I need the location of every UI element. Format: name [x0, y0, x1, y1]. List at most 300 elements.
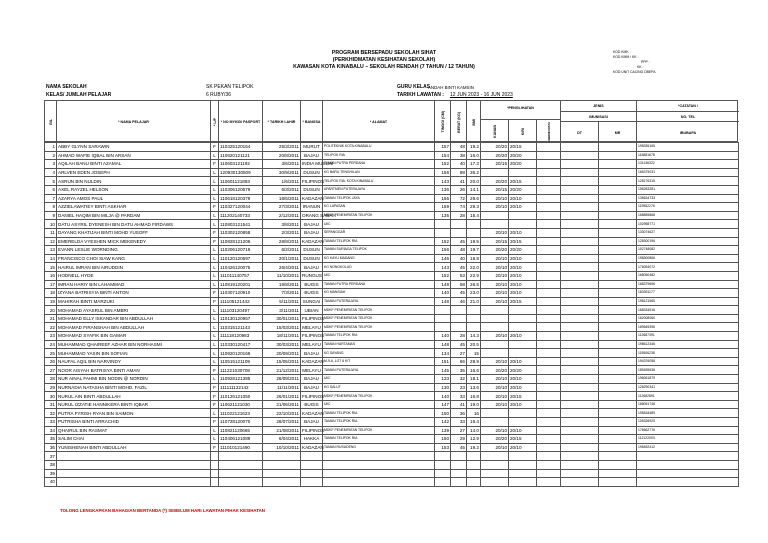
row-mykid: 110426120075: [219, 263, 263, 272]
row-sex: F: [211, 443, 219, 452]
row-name: [57, 469, 211, 478]
row-glasses: [537, 168, 561, 177]
row-dob: 18/11/2011: [263, 332, 301, 341]
row-mykid: 110126121050: [219, 392, 263, 401]
row-weight: 74: [451, 203, 467, 212]
row-race: [301, 460, 323, 469]
row-imm-mr: [599, 237, 637, 246]
row-imm-dt: [561, 469, 599, 478]
row-glasses: [537, 254, 561, 263]
row-tel: 168855868: [637, 211, 739, 220]
row-sex: L: [211, 246, 219, 255]
row-imm-dt: [561, 323, 599, 332]
row-vision-right: [481, 323, 509, 332]
row-vision-left: 20/20: [509, 366, 537, 375]
row-tel: 196061879: [637, 375, 739, 384]
row-sex: L: [211, 426, 219, 435]
row-name: IMRAN HARIY BIN LAHAMMAD: [57, 280, 211, 289]
row-height: [435, 469, 451, 478]
header-penglihatan: *PENGLIHATAN: [481, 101, 561, 143]
row-vision-right: 20/10: [481, 426, 509, 435]
row-address: TAMAN TELIPOK RIA: [323, 237, 435, 246]
row-mykid: 111221030708: [219, 366, 263, 375]
row-dob: 26/01/2011: [263, 392, 301, 401]
row-height: 152: [435, 237, 451, 246]
row-glasses: [537, 177, 561, 186]
row-bmi: [467, 323, 481, 332]
row-tel: 168051746: [637, 400, 739, 409]
row-weight: 41: [451, 177, 467, 186]
row-dob: 15/05/2011: [263, 357, 301, 366]
row-imm-dt: [561, 340, 599, 349]
row-tel: 165379031: [637, 168, 739, 177]
row-bil: 2: [45, 151, 57, 160]
row-vision-left: [509, 469, 537, 478]
row-dob: 19/8/2011: [263, 280, 301, 289]
row-race: MURUT: [301, 143, 323, 152]
row-address: TAMAN SURIAGA TELIPOK: [323, 246, 435, 255]
row-race: BAJAU: [301, 349, 323, 358]
row-mykid: [219, 460, 263, 469]
row-imm-dt: [561, 254, 599, 263]
row-sex: F: [211, 203, 219, 212]
row-glasses: [537, 246, 561, 255]
footnote: TOLONG LENGKAPKAN BAHAGIAN BERTANDA (*) SEBELUM HARI LAWATAN PIHAK KESIHATAN: [60, 508, 265, 513]
row-mykid: 110330120417: [219, 340, 263, 349]
row-tel: 105326920: [637, 418, 739, 427]
row-glasses: [537, 460, 561, 469]
row-glasses: [537, 435, 561, 444]
row-address: TAMAN TELIPOK RIA: [323, 332, 435, 341]
row-vision-right: [481, 452, 509, 461]
row-vision-left: [509, 478, 537, 487]
row-vision-left: 20/15: [509, 143, 537, 152]
row-imm-mr: [599, 160, 637, 169]
row-imm-dt: [561, 435, 599, 444]
row-address: TAMAN TELIPOK JAYA: [323, 194, 435, 203]
table-row: [45, 228, 739, 237]
row-address: UiiC: [323, 400, 435, 409]
row-sex: L: [211, 194, 219, 203]
row-address: KG BARU TENGHILAN: [323, 168, 435, 177]
row-tel: [637, 478, 739, 487]
row-vision-left: [509, 220, 537, 229]
row-address: [323, 452, 435, 461]
row-imm-mr: [599, 280, 637, 289]
row-weight: [451, 306, 467, 315]
row-height: 154: [435, 151, 451, 160]
row-sex: L: [211, 306, 219, 315]
row-bil: 38: [45, 460, 57, 469]
row-glasses: [537, 220, 561, 229]
row-sex: L: [211, 280, 219, 289]
row-name: [57, 460, 211, 469]
row-vision-right: 20/10: [481, 392, 509, 401]
row-bmi: 21.0: [467, 297, 481, 306]
row-dob: [263, 460, 301, 469]
row-bil: 6: [45, 185, 57, 194]
row-mykid: 110306120679: [219, 185, 263, 194]
row-bmi: [467, 306, 481, 315]
row-mykid: 110206120719: [219, 246, 263, 255]
row-address: UiiC: [323, 375, 435, 384]
row-vision-left: [509, 323, 537, 332]
row-tel: 119552276: [637, 203, 739, 212]
row-weight: 23: [451, 383, 467, 392]
row-height: 134: [435, 349, 451, 358]
row-vision-left: 20/10: [509, 203, 537, 212]
row-bil: 26: [45, 357, 57, 366]
row-tel: 128176315: [637, 177, 739, 186]
row-dob: 11/11/2011: [263, 383, 301, 392]
table-row: [45, 289, 739, 298]
header-mr: MR: [599, 121, 637, 143]
row-mykid: 111105121442: [219, 297, 263, 306]
row-bmi: 19.2: [467, 143, 481, 152]
row-name: ABBY GLYNN SARAWIN: [57, 143, 211, 152]
row-dob: 27/3/2011: [263, 203, 301, 212]
row-vision-right: 20/10: [481, 332, 509, 341]
row-weight: [451, 323, 467, 332]
row-race: ORANG SABAH: [302, 213, 336, 219]
row-sex: L: [211, 375, 219, 384]
row-sex: L: [211, 349, 219, 358]
row-mykid: 110327120044: [219, 203, 263, 212]
row-sex: F: [211, 418, 219, 427]
table-row: [45, 263, 739, 272]
row-bmi: 14.0: [467, 426, 481, 435]
row-height: 142: [435, 418, 451, 427]
row-glasses: [537, 426, 561, 435]
row-vision-right: 20/20: [481, 151, 509, 160]
row-address: KG LAPASAN: [323, 203, 435, 212]
row-name: MOHAMAD AYASRUL BIN AMBRI: [57, 306, 211, 315]
row-race: UBIAN: [301, 306, 323, 315]
row-imm-dt: [561, 297, 599, 306]
row-dob: 3/6/2011: [263, 160, 301, 169]
row-dob: 20/8/2011: [263, 151, 301, 160]
row-race: MELAYU: [302, 367, 321, 373]
row-height: 143: [435, 177, 451, 186]
row-imm-mr: [599, 314, 637, 323]
row-bil: 17: [45, 280, 57, 289]
row-vision-left: 20/10: [509, 228, 537, 237]
table-header: [44, 100, 738, 142]
row-height: 136: [435, 185, 451, 194]
row-height: 148: [435, 297, 451, 306]
header-cermin: CERMIN MATA: [537, 119, 561, 143]
row-bmi: 26.5: [467, 280, 481, 289]
row-weight: [451, 220, 467, 229]
row-imm-dt: [561, 478, 599, 487]
row-tel: 162008060: [637, 314, 739, 323]
row-imm-mr: [599, 263, 637, 272]
row-race: BUGIS: [301, 400, 323, 409]
row-tel: 194376058: [637, 357, 739, 366]
row-imm-mr: [599, 185, 637, 194]
row-address: MDKF PENEMPATAN TELIPOK: [323, 323, 435, 332]
row-tel: 102748082: [637, 246, 739, 255]
row-weight: 66: [451, 357, 467, 366]
row-imm-mr: [599, 194, 637, 203]
row-name: AQILAH BANU BINTI AZAMAL: [57, 160, 211, 169]
row-weight: 29: [451, 435, 467, 444]
row-weight: 27: [451, 349, 467, 358]
row-mykid: 110920120169: [219, 349, 263, 358]
table-row: [45, 366, 739, 375]
row-mykid: 111118120983: [219, 332, 263, 341]
row-vision-right: 20/10: [481, 228, 509, 237]
row-dob: 20/1/2011: [263, 254, 301, 263]
row-race: FILIPINOS: [302, 393, 325, 399]
row-height: 140: [435, 392, 451, 401]
row-mykid: 110325120164: [219, 143, 263, 152]
row-name: ASRUN BIN NULDIN: [57, 177, 211, 186]
row-bmi: 13.6: [467, 383, 481, 392]
row-vision-left: 20/10: [509, 426, 537, 435]
row-address: TAMAN PUTERAJAYA: [323, 366, 435, 375]
row-sex: L: [211, 357, 219, 366]
row-vision-right: 20/20: [481, 435, 509, 444]
row-imm-mr: [599, 151, 637, 160]
row-race: MELAYU: [302, 324, 321, 330]
row-bil: 33: [45, 418, 57, 427]
row-height: 140: [435, 289, 451, 298]
row-imm-dt: [561, 460, 599, 469]
row-vision-left: 20/20: [509, 246, 537, 255]
row-race: SUNGAI: [301, 297, 323, 306]
row-race: INDIA MUSLIM: [302, 161, 334, 167]
row-imm-dt: [561, 220, 599, 229]
row-bmi: 18.1: [467, 375, 481, 384]
row-bil: 36: [45, 443, 57, 452]
row-vision-right: 20/10: [481, 280, 509, 289]
row-bil: 27: [45, 366, 57, 375]
row-name: MUHAMMAD YASIN BIN SOFIAN: [57, 349, 211, 358]
row-imm-mr: [599, 228, 637, 237]
row-dob: 21/12/2011: [263, 366, 301, 375]
row-bil: 13: [45, 246, 57, 255]
row-bmi: 29.6: [467, 194, 481, 203]
row-imm-mr: [599, 400, 637, 409]
row-bmi: 17.3: [467, 160, 481, 169]
row-bil: 3: [45, 160, 57, 169]
table-row: [45, 160, 739, 169]
row-imm-dt: [561, 194, 599, 203]
row-imm-mr: [599, 211, 637, 220]
row-bil: 25: [45, 349, 57, 358]
row-race: DUSUN: [301, 185, 323, 194]
row-bmi: [467, 478, 481, 487]
row-mykid: 111010121490: [219, 443, 263, 452]
row-vision-left: [509, 211, 537, 220]
row-bmi: 29.3: [467, 203, 481, 212]
row-imm-mr: [599, 332, 637, 341]
row-name: AXEL RAYZEL HELSON: [57, 185, 211, 194]
table-row: [45, 143, 739, 152]
row-weight: [451, 228, 467, 237]
table-row: [45, 452, 739, 461]
table-row: [45, 332, 739, 341]
row-bil: 23: [45, 332, 57, 341]
row-height: 133: [435, 375, 451, 384]
row-dob: 3/8/2011: [263, 220, 301, 229]
row-bil: 10: [45, 220, 57, 229]
row-weight: 48: [451, 246, 467, 255]
row-tel: [637, 460, 739, 469]
row-sex: L: [211, 323, 219, 332]
row-weight: [451, 314, 467, 323]
row-height: [435, 460, 451, 469]
row-address: SEPANGGAR: [323, 228, 435, 237]
row-dob: 20/09/2011: [263, 349, 301, 358]
row-address: MDKF PENEMPATAN TELIPOK: [323, 306, 435, 315]
row-tel: 195283281: [637, 185, 739, 194]
table-row: [45, 220, 739, 229]
row-bil: 12: [45, 237, 57, 246]
header-nama: * NAMA PELAJAR: [57, 101, 211, 143]
row-bmi: 16.4: [467, 418, 481, 427]
class-value: 6 RUBY/36: [206, 92, 232, 98]
row-bil: 8: [45, 203, 57, 212]
row-vision-right: 20/10: [481, 289, 509, 298]
row-sex: L: [211, 263, 219, 272]
row-bil: 18: [45, 289, 57, 298]
row-sex: L: [211, 151, 219, 160]
row-bmi: 22.0: [467, 263, 481, 272]
row-bil: 40: [45, 478, 57, 487]
row-vision-right: [481, 220, 509, 229]
row-vision-left: [509, 306, 537, 315]
row-sex: [211, 452, 219, 461]
table-row: [45, 211, 739, 220]
row-vision-left: 20/15: [509, 392, 537, 401]
row-sex: L: [211, 314, 219, 323]
row-bmi: 16.0: [467, 151, 481, 160]
row-dob: 28/09/2011: [263, 375, 301, 384]
row-vision-left: 20/10: [509, 357, 537, 366]
row-weight: 32: [451, 375, 467, 384]
row-name: PUTRISHA BINTI ARRACHID: [57, 418, 211, 427]
row-glasses: [537, 271, 561, 280]
row-vision-right: 20/10: [481, 375, 509, 384]
row-vision-right: 20/20: [481, 177, 509, 186]
row-vision-right: 20/10: [481, 357, 509, 366]
row-imm-dt: [561, 177, 599, 186]
row-dob: 1/6/2011: [263, 177, 301, 186]
row-vision-right: [481, 469, 509, 478]
row-address: [323, 478, 435, 487]
row-race: FILIPINOS: [302, 333, 325, 339]
row-glasses: [537, 228, 561, 237]
row-vision-right: 20/15: [481, 237, 509, 246]
row-height: 143: [435, 263, 451, 272]
table-row: [45, 392, 739, 401]
table-row: [45, 323, 739, 332]
row-imm-mr: [599, 349, 637, 358]
table-row: [45, 375, 739, 384]
row-glasses: [537, 392, 561, 401]
row-vision-right: 20/10: [481, 194, 509, 203]
row-imm-dt: [561, 168, 599, 177]
row-vision-right: [481, 168, 509, 177]
row-address: UiiC: [323, 271, 435, 280]
row-vision-right: 20/15: [481, 185, 509, 194]
header-imunisasi: IMUNISASI: [561, 111, 637, 121]
row-dob: 30/01/2011: [263, 314, 301, 323]
row-address: TAMAN TELIPOK RIA: [323, 418, 435, 427]
row-sex: [211, 460, 219, 469]
row-weight: 46: [451, 297, 467, 306]
table-row: [45, 280, 739, 289]
row-vision-left: [509, 349, 537, 358]
table-row: [45, 297, 739, 306]
row-imm-dt: [561, 332, 599, 341]
row-bil: 37: [45, 452, 57, 461]
row-sex: L: [211, 340, 219, 349]
row-sex: F: [211, 160, 219, 169]
row-bil: 20: [45, 306, 57, 315]
row-race: BAJAU: [301, 375, 323, 384]
row-sex: L: [211, 435, 219, 444]
school-name-label: NAMA SEKOLAH: [46, 84, 87, 90]
row-mykid: 110803121541: [219, 220, 263, 229]
row-glasses: [537, 349, 561, 358]
row-name: EVANN LESLIE WORNDING: [57, 246, 211, 255]
table-row: [45, 306, 739, 315]
table-row: [45, 469, 739, 478]
row-dob: 2/12/2011: [263, 211, 301, 220]
row-dob: 30/03/2011: [263, 340, 301, 349]
row-address: TAMAN TELIPOK RIA: [323, 409, 435, 418]
row-vision-left: 20/10: [509, 271, 537, 280]
row-dob: 26/4/2011: [263, 263, 301, 272]
row-vision-right: [481, 418, 509, 427]
row-race: KADAZAN: [302, 410, 324, 416]
tarikh-label: TARIKH LAWATAN :: [397, 92, 444, 98]
row-glasses: [537, 306, 561, 315]
row-race: [301, 469, 323, 478]
row-dob: 2/3/2011: [263, 228, 301, 237]
row-tel: 176054072: [637, 263, 739, 272]
table-row: [45, 426, 739, 435]
row-weight: 58: [451, 280, 467, 289]
row-glasses: [537, 332, 561, 341]
row-bmi: 15: [467, 349, 481, 358]
row-height: 146: [435, 254, 451, 263]
row-bmi: [467, 228, 481, 237]
guru-label: GURU KELAS: [397, 84, 431, 90]
row-race: HAKKA: [301, 435, 323, 444]
row-tel: 168050482: [637, 271, 739, 280]
row-height: [435, 228, 451, 237]
row-bmi: [467, 460, 481, 469]
row-vision-left: [509, 418, 537, 427]
row-bmi: 19.0: [467, 400, 481, 409]
row-height: [435, 314, 451, 323]
row-mykid: 111202140733: [219, 211, 263, 220]
kod-kmm: KOD KMM / KK :: [613, 55, 639, 59]
row-bil: 29: [45, 383, 57, 392]
row-race: BAJAU: [301, 418, 323, 427]
row-race: BAJAU: [301, 383, 323, 392]
row-glasses: [537, 160, 561, 169]
row-mykid: 110307120910: [219, 289, 263, 298]
row-imm-mr: [599, 478, 637, 487]
row-vision-left: [509, 409, 537, 418]
row-imm-dt: [561, 203, 599, 212]
row-bil: 35: [45, 435, 57, 444]
